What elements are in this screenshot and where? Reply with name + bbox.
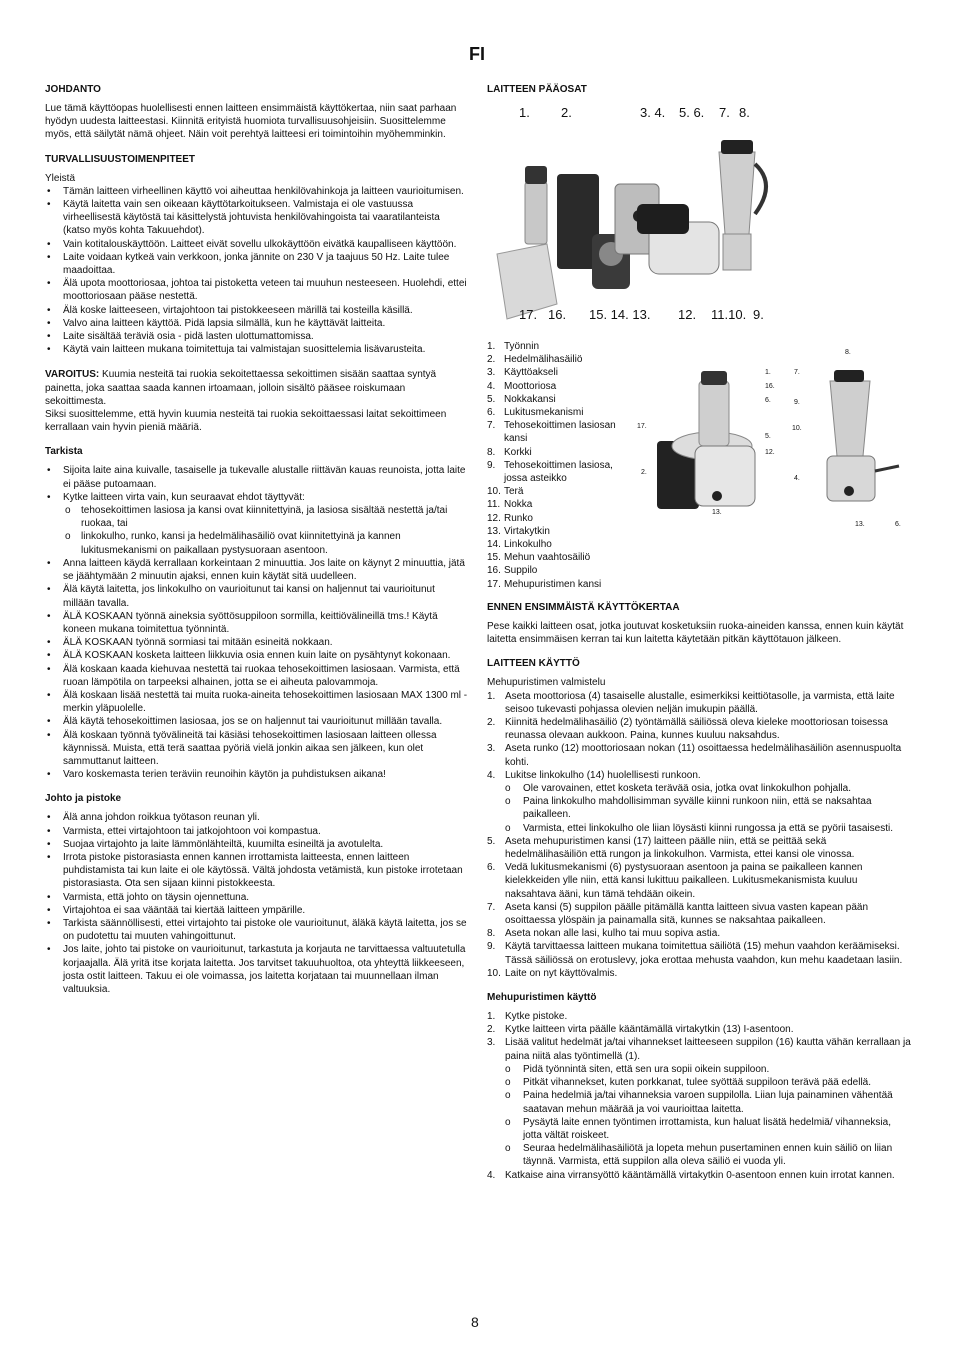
assembled-label-1: 1. [765,369,771,376]
pusher-shape [525,166,547,184]
list-item: 2. Kytke laitteen virta päälle kääntämällä virtakytkin (13) I-asentoon. [487,1024,794,1036]
assembled-label-17: 17. [637,423,647,430]
list-item: 3. Aseta runko (12) moottoriosaan nokan (11) osoittaessa hedelmälihasäiliön asennuspuolta kohti. [487,743,902,768]
list-item: 8. Aseta nokan alle lasi, kulho tai muu sopiva astia. [487,928,721,940]
list-item: 3. Lisää valitut hedelmät ja/tai vihannekset laitteeseen suppilon (16) kautta vähän kerrallaan ja paina niitä alas työntimellä (1). o Pidä työnnintä siten, että sen ura sopii oikein suppiloon. o Pitkät vihannekset, kuten porkkanat, tulee syöttää suppiloon terävä pää edellä. o Paina hedelmiä ja/tai vihanneksia varoen suppilolla. Liian luja painaminen vähentää saatavan mehun määrää ja voi vaurioittaa laitetta. o Pysäytä laite ennen työntimen irrottamista, kun haluat lisätä hedelmiä/ vihanneksia, jotta vältät roiskeet. o Seuraa hedelmälihasäiliötä ja lopeta mehun pusertaminen ennen kuin säiliö on liian täynnä. Varmista, että suppilon alla oleva säiliö ei vuoda yli. [487,1037,911,1168]
list-item: • Tämän laitteen virheellinen käyttö voi aiheuttaa henkilövahinkoja ja laitteen vaurioitumisen. [47,185,464,197]
list-item: • Varmista, ettei virtajohtoon tai jatkojohtoon voi kompastua. [47,825,321,837]
photo-label-12: 12. [678,307,697,322]
list-item: • Älä koskaan lisää nestettä tai muita ruoka-aineita tehosekoittimen lasiosaan MAX 1300 ml -merkin yläpuolelle. [47,689,468,715]
prep-steps [487,690,911,980]
list-item: • ÄLÄ KOSKAAN työnnä aineksia syöttösuppiloon sormilla, keittiövälineillä tms.! Käytä koneen mukana toimitettua työnnintä. [47,610,438,635]
list-item: o Paina hedelmiä ja/tai vihanneksia varoen suppilolla. Liian luja painaminen vähentää saatavan mehun määrää ja voi vaurioittaa laitetta. [505,1090,893,1115]
parts-title: LAITTEEN PÄÄOSAT [487,84,587,95]
list-item: • Sijoita laite aina kuivalle, tasaiselle ja tukevalle alustalle riittävän kauas reunoista, jotta laite ei pääse putoamaan. [47,465,466,490]
warning-label: VAROITUS: [45,369,100,381]
list-item: 12. Runko [487,512,533,524]
list-item: o Pitkät vihannekset, kuten porkkanat, tulee syöttää suppiloon terävä pää edellä. [505,1077,872,1089]
photo-label-2: 2. [561,105,572,120]
list-item: 17. Mehupuristimen kansi [487,578,602,590]
assembled-label-12: 12. [765,449,775,456]
list-item: 11. Nokka [487,499,533,511]
intro-text: Lue tämä käyttöopas huolellisesti ennen laitteen ensimmäistä käyttökertaa, niin saat parhaan hyödyn uudesta laitteestasi. Kiinnitä erityistä huomiota turvallisuusohjeisiin. Suosittelemme myös, että säilytät nämä ohjeet. Näin voit perehtyä laitteesi eri toimintoihin myöhemminkin. [45,103,457,141]
list-item: • Virtajohtoa ei saa vääntää tai kiertää laitteen ympärille. [47,904,306,916]
language-code: FI [469,44,485,64]
list-item: 6. Vedä lukitusmekanismi (6) pystysuoraan asentoon ja paina se paikalleen kannen kielekkeiden ylle niin, että kansi lukittuu paikalleen. Lukitusmekanismista kuuluu naksahtava ääni, kun tämä tehdään oikein. [487,862,863,900]
list-item: 10. Terä [487,486,524,498]
intro-title: JOHDANTO [45,84,101,95]
blender-jar-shape [719,152,755,234]
use-title: LAITTEEN KÄYTTÖ [487,658,580,670]
check-sublist [63,504,469,557]
list-item: 15. Mehun vaahtosäiliö [487,552,591,564]
list-item: 4. Lukitse linkokulho (14) huolellisesti runkoon. o Ole varovainen, ettet kosketa terävää osia, jotka ovat linkokulhon pohjalla. o Paina linkokulho mahdollisimman syvälle kiinni runkoon niin, että se naksahtaa paikalleen. o Varmista, ettei linkokulho ole liian löysästi kiinni rungossa ja että se pyörii tasaisesti. [487,769,911,835]
prep-label: Mehupuristimen valmistelu [487,677,606,689]
list-item: • Vain kotitalouskäyttöön. Laitteet eivät sovellu ulkokäyttöön eivätkä kaupalliseen käyttöön. [47,238,457,250]
list-item: • Irrota pistoke pistorasiasta ennen kannen irrottamista laitteesta, ennen laitteen puhdistamista tai kun laite ei ole käytössä. Vältä johdosta vetämistä, kun pistoke irrotetaan pistorasiasta. Ota sen sijaan kiinni pistokkeesta. [47,851,463,890]
juicer-sublist [505,1063,911,1169]
list-item: • Käytä laitetta vain sen oikeaan käyttötarkoitukseen. Valmistaja ei ole vastuussa virheellisestä käytöstä tai käsittelystä johtuvista henkilövahingoista tai vaaratilanteista (katso myös kohta Takuuehdot). [47,199,440,237]
list-item: 5. Aseta mehupuristimen kansi (17) laitteen päälle niin, että se peittää sekä hedelmälihasäiliön että rungon ja linkokulhon. Varmista, ettei kansi ole vinossa. [487,835,855,861]
photo-label-5-6: 5. 6. [679,105,705,120]
assembled-label-13: 13. [712,509,722,516]
blender-lid-shape [721,140,753,154]
list-item: • Tarkista säännöllisesti, ettei virtajohto tai pistoke ole vaurioitunut, äläkä käytä laitetta, jos se on pudotettu tai muuten vahingoittunut. [47,917,467,943]
list-item: 3. Käyttöakseli [487,367,558,379]
first-use-text: Pese kaikki laitteen osat, jotka joutuvat kosketuksiin ruoka-aineiden kanssa, ennen kuin käytät laitetta ensimmäisen kerran tai kun laitetta käytetään pitkän käyttötauon jälkeen. [487,621,904,646]
list-item: • Suojaa virtajohto ja laite lämmönlähteiltä, kuumilta esineiltä ja avotulelta. [47,838,384,850]
parts-list-block [487,340,911,602]
list-item: • Älä koskaan kaada kiehuvaa nestettä tai ruokaa tehosekoittimen lasiosaan. Varmista, että ruoan lämpötila on tarpeeksi alhainen, jotta se ei aiheuta palovammoja. [47,663,460,688]
list-item: • ÄLÄ KOSKAAN kosketa laitteen liikkuvia osia ennen kuin laite on pysähtynyt kokonaan. [47,650,451,662]
photo-label-9: 9. [753,307,764,322]
left-column [45,84,469,996]
list-item: • Varmista, että johto on täysin ojennettuna. [47,891,250,903]
juicer-use-title: Mehupuristimen käyttö [487,992,597,1004]
list-item: o Pysäytä laite ennen työntimen irrottamista, kun haluat lisätä hedelmiä/ vihanneksia, jotta vältät roiskeet. [505,1116,891,1141]
body-top-shape [637,204,689,234]
list-item: 8. Korkki [487,446,532,458]
motor-unit-shape [695,446,755,506]
prep-sublist [505,782,911,835]
photo-label-3-4: 3. 4. [640,105,666,120]
first-use-title: ENNEN ENSIMMÄISTÄ KÄYTTÖKERTAA [487,602,680,613]
funnel-shape [699,381,729,446]
list-item: 1. Aseta moottoriosa (4) tasaiselle alustalle, esimerkiksi keittiötasolle, ja varmista, että laite seisoo tukevasti pohjassa olevien neljän imukupin päällä. [487,690,895,715]
list-item: 7. Aseta kansi (5) suppilon päälle pitämällä kantta laitteen sivua vasten kapean pään osoittaessa ylöspäin ja painamalla sitä, kunnes se naksahtaa paikalleen. [487,901,869,927]
list-item: 16. Suppilo [487,565,538,577]
pusher-shape [701,371,727,385]
assembled-label-4: 4. [794,475,800,482]
juicer-exploded-illustration [487,104,787,334]
photo-label-1: 1. [519,105,530,120]
list-item: o Paina linkokulho mahdollisimman syvälle kiinni runkoon niin, että se naksahtaa paikalleen. [505,796,872,821]
list-item: 4. Moottoriosa [487,380,557,392]
list-item: 6. Lukitusmekanismi [487,407,584,419]
safety-title: TURVALLISUUSTOIMENPITEET [45,153,196,165]
list-item: o tehosekoittimen lasiosa ja kansi ovat kiinnitettyinä, ja lasiosa sisältää nestettä ja/tai ruokaa, tai [65,505,448,530]
blender-handle-shape [755,164,766,214]
photo-label-15-14-13: 15. 14. 13. [589,307,651,322]
switch-shape [712,491,722,501]
list-item: • Älä käytä laitetta, jos linkokulho on vaurioitunut tai kansi on haljennut tai vaurioitunut millään tavalla. [47,584,435,609]
assembled-label-8: 8. [845,349,851,356]
right-column [487,84,911,1182]
list-item: • Käytä vain laitteen mukana toimitettuja tai valmistajan suosittelemia lisävarusteita. [47,344,426,356]
list-item: o Pidä työnnintä siten, että sen ura sopii oikein suppiloon. [505,1063,770,1075]
photo-label-17: 17. [519,307,538,322]
list-item: 14. Linkokulho [487,539,552,551]
list-item: • ÄLÄ KOSKAAN työnnä sormiasi tai mitään esineitä nokkaan. [47,637,333,649]
assembled-label-9: 9. [794,399,800,406]
warning-paragraph [45,368,469,408]
assembled-product-photo [637,346,907,546]
assembled-label-5: 5. [765,433,771,440]
list-item: 4. Katkaise aina virransyöttö kääntämällä virtakytkin 0-asentoon ennen kuin irrotat kannen. [487,1169,895,1181]
list-item: • Älä koske laitteeseen, virtajohtoon tai pistokkeeseen märillä tai kosteilla käsillä. [47,304,413,316]
list-item: • Laite voidaan kytkeä vain verkkoon, jonka jännite on 230 V ja taajuus 50 Hz. Laite tulee maadoittaa. [47,251,450,277]
list-item: 2. Hedelmälihasäiliö [487,354,583,366]
juicer-steps [487,1010,911,1182]
list-item: 13. Virtakytkin [487,525,550,537]
assembled-label-6b: 6. [895,521,901,528]
warning-text-2: Siksi suosittelemme, että hyvin kuumia nesteitä tai ruokia sekoittaessasi laitat sekoittimeen kerrallaan vain hyvin pieniä määriä. [45,409,447,434]
list-item: o Ole varovainen, ettet kosketa terävää osia, jotka ovat linkokulhon pohjalla. [505,783,851,795]
assembled-label-10: 10. [792,425,802,432]
list-item: 7. Tehosekoittimen lasiosan kansi [487,420,616,445]
blender-switch-shape [844,486,854,496]
lock-lever-shape [875,466,899,471]
funnel-shape [525,182,547,244]
list-item: o Seuraa hedelmälihasäiliötä ja lopeta mehun pusertaminen ennen kuin säiliö on liian täynnä. Varmista, että suppilon alla oleva säiliö ei vuoda yli. [505,1143,893,1168]
cord-title: Johto ja pistoke [45,793,122,805]
list-item: 1. Kytke pistoke. [487,1011,568,1023]
assembled-label-16: 16. [765,383,775,390]
list-item: • Älä koskaan työnnä työvälineitä tai käsiäsi tehosekoittimen lasiosaan laitteen ollessa käynnissä. Muista, että terä saattaa pyöriä vielä jonkin aikaa sen jälkeen, kun olet sammuttanut laitteen. [47,729,437,767]
warning-text: Kuumia nesteitä tai ruokia sekoitettaessa sekoittimen sisään saattaa syntyä painetta, joka saattaa saada kannen irtoamaan, jolloin sisältö pääsee roiskumaan sekoittimesta. [45,369,437,407]
assembled-label-7: 7. [794,369,800,376]
product-parts-photo [487,104,787,334]
blender-lid-shape [834,370,864,382]
assembled-label-6: 6. [765,397,771,404]
check-title: Tarkista [45,446,83,458]
cord-list [45,811,469,996]
general-list [45,185,469,357]
photo-label-8: 8. [739,105,750,120]
list-item: • Laite sisältää teräviä osia - pidä lasten ulottumattomissa. [47,331,314,343]
list-item: 2. Kiinnitä hedelmälihasäiliö (2) työntämällä säiliössä oleva kieleke moottoriosan toisessa reunassa olevaan aukkoon. Paina, kunnes kuuluu naksahdus. [487,717,888,742]
list-item: o linkokulho, runko, kansi ja hedelmälihasäiliö ovat kiinnitettyinä ja kannen lukitusmekanismi on paikallaan pystysuoraan asentoon. [65,531,401,556]
assembled-label-13b: 13. [855,521,865,528]
list-item: • Älä anna johdon roikkua työtason reunan yli. [47,812,260,824]
general-label: Yleistä [45,172,76,184]
photo-label-11-10: 11.10. [711,307,747,322]
list-item: 9. Tehosekoittimen lasiosa, jossa asteikko [487,459,613,485]
list-item: 5. Nokkakansi [487,393,556,405]
blender-base-shape [723,234,751,270]
photo-label-7: 7. [719,105,730,120]
list-item: • Jos laite, johto tai pistoke on vaurioitunut, tarkastuta ja korjauta ne tarvittaessa valtuutetulla korjaajalla. Älä yritä itse korjata laitetta. Jos tarvitset takuuhuoltoa, ota yhteyttä liikkeeseen, josta ostit laitteen. Takuu ei ole voimassa, jos laitetta korjataan tai muunnellaan ilman valtuuksia. [47,944,466,995]
photo-label-16: 16. [548,307,567,322]
parts-list [487,340,627,591]
list-item: • Kytke laitteen virta vain, kun seuraavat ehdot täyttyvät: o tehosekoittimen lasiosa ja kansi ovat kiinnitettyinä, ja lasiosa sisältää nestettä ja/tai ruokaa, tai o linkokulho, runko, kansi ja hedelmälihasäiliö ovat kiinnitettyinä ja kannen lukitusmekanismi on paikallaan pystysuoraan asentoon. [45,491,469,557]
list-item: • Älä upota moottoriosaa, johtoa tai pistoketta veteen tai muuhun nesteeseen. Huolehdi, ettei moottoriosaan pääse nestettä. [47,278,467,303]
list-item: • Valvo aina laitteen käyttöä. Pidä lapsia silmällä, kun he käyttävät laitteita. [47,317,386,329]
list-item: o Varmista, ettei linkokulho ole liian löysästi kiinni rungossa ja että se pyörii tasaisesti. [505,822,893,834]
list-item: 1. Työnnin [487,341,540,352]
blender-jar-shape [830,381,870,456]
list-item: 9. Käytä tarvittaessa laitteen mukana toimitettua säiliötä (15) mehun vaahdon keräämiseksi. Tässä säiliössä on erotuslevy, joka erottaa mehusta vaahdon, kun mehu kaadetaan lasiin. [487,941,903,966]
page-number: 8 [471,1314,479,1330]
list-item: • Anna laitteen käydä kerrallaan korkeintaan 2 minuuttia. Jos laite on käynyt 2 minuuttia, jätä se jäähtymään 2 minuutin ajaksi, ennen kuin käytät sitä uudelleen. [47,557,465,583]
list-item: • Älä käytä tehosekoittimen lasiosaa, jos se on haljennut tai vaurioitunut millään tavalla. [47,716,443,728]
check-list [45,464,469,781]
list-item: 10. Laite on nyt käyttövalmis. [487,967,618,979]
assembled-label-2: 2. [641,469,647,476]
list-item: • Varo koskemasta terien teräviin reunoihin käytön ja puhdistuksen aikana! [47,769,386,781]
